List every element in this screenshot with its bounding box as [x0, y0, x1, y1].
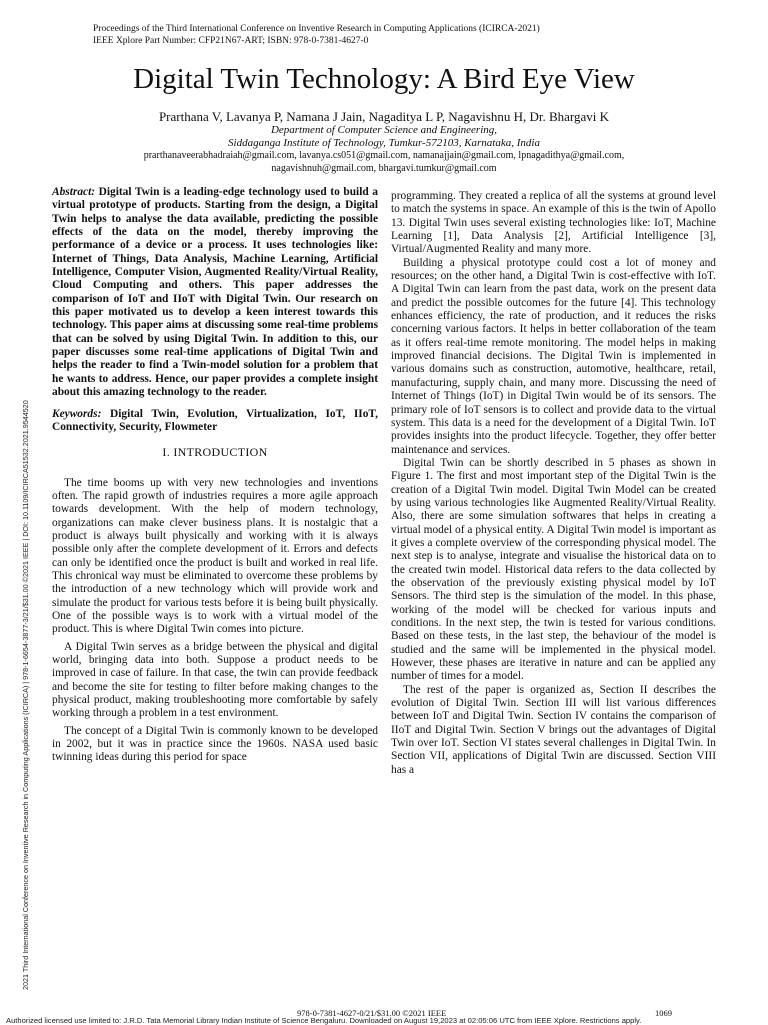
page-number: 1069: [655, 1008, 672, 1018]
body-paragraph: The concept of a Digital Twin is commonly known to be developed in 2002, but it was in practice since the 1960s. NASA used basic twinning ideas during this period for space: [52, 724, 378, 764]
conference-name: Proceedings of the Third International Conference on Inventive Research in Computing Applications (ICIRCA-2021): [93, 24, 540, 34]
body-paragraph: The rest of the paper is organized as, Section II describes the evolution of Digital Twin. Section III will list various differences between IoT and Digital Twin. Section IV contains the comparison of IIoT and Digital Twin. Section V brings out the advantages of Digital Twin over IoT. Section VI states several challenges in Digital Twin. In Section VII, applications of Digital Twin are discussed. Section VIII has a: [391, 683, 716, 776]
doi-sidebar: 2021 Third International Conference on Inventive Research in Computing Applications (ICIRCA) | 978-1-6654-3877-3/21/$31.00 ©2021 IEEE | DOI: 10.1109/ICIRCA51532.2021.9544520: [21, 400, 30, 990]
copyright-code: 978-0-7381-4627-0/21/$31.00 ©2021 IEEE: [297, 1008, 447, 1018]
paper-title: Digital Twin Technology: A Bird Eye View: [133, 63, 635, 95]
body-paragraph: The time booms up with very new technologies and inventions often. The rapid growth of industries requires a more agile approach towards development. With the help of modern technology, organizations can make clever business plans. It is nostalgic that a product is always built physically and working with it is always possible only after the complete development of it. Errors and defects can only be identified once the product is built and worked in real life. This chronical way must be eliminated to overcome these problems by the introduction of a new technology which will provide work and simulate the product for various tests before it is being built physically. One of the possible ways is to work with a virtual model of the product. This is where Digital Twin comes into picture.: [52, 476, 378, 636]
author-list: Prarthana V, Lavanya P, Namana J Jain, Nagaditya L P, Nagavishnu H, Dr. Bhargavi K: [158, 109, 610, 124]
keywords: [52, 408, 378, 435]
institute: Siddaganga Institute of Technology, Tumkur-572103, Karnataka, India: [228, 136, 540, 149]
keywords-text: Digital Twin, Evolution, Virtualization, IoT, IIoT, Connectivity, Security, Flowmeter: [52, 407, 378, 433]
author-emails: [0, 150, 768, 175]
right-column: [391, 190, 716, 777]
emails-line-1: prarthanaveerabhadraiah@gmail.com, lavanya.cs051@gmail.com, namanajjain@gmail.com, lpnagadithya@gmail.com,: [143, 150, 625, 161]
body-paragraph: A Digital Twin serves as a bridge between the physical and digital world, bringing data into both. Suppose a product needs to be improved in case of failure. In that case, the twin can provide feedback and become the site for testing to filter before making changes to the physical product, making troubleshooting more comfortable by safely working through a problem in a test environment.: [52, 640, 378, 720]
license-notice: Authorized licensed use limited to: J.R.D. Tata Memorial Library Indian Institute of Science Bengaluru. Downloaded on August 19,2023 at 02:05:06 UTC from IEEE Xplore. Restrictions apply.: [6, 1016, 642, 1025]
emails-line-2: nagavishnuh@gmail.com, bhargavi.tumkur@gmail.com: [271, 162, 497, 174]
body-paragraph: Building a physical prototype could cost a lot of money and resources; on the other hand, a Digital Twin is cost-effective with IoT. A Digital Twin can learn from the past data, work on the present data and predict the possible outcomes for the future [4]. This technology enhances efficiency, the rate of production, and it reduces the risks concerning various factors. It helps in better collaboration of the team as it offers real-time remote monitoring. The model helps in making improved financial decisions. The Digital Twin is implemented in various domains such as construction, automotive, healthcare, retail, manufacturing, supply chain, and many more. Discussing the need of Internet of Things (IoT) in Digital Twin would be of its sensors. The primary role of IoT sensors is to collect and provide data to the virtual system. This data is a need for the development of a Digital Twin. IoT provides insights into the product lifecycle. Together, they offer better maintenance and services.: [391, 256, 716, 456]
affiliation: [0, 124, 768, 149]
ieee-part-number: IEEE Xplore Part Number: CFP21N67-ART; ISBN: 978-0-7381-4627-0: [93, 35, 369, 46]
section-heading: I. INTRODUCTION: [162, 445, 268, 460]
abstract: [52, 186, 378, 400]
abstract-text: Digital Twin is a leading-edge technology used to build a virtual prototype of products. Starting from the design, a Digital Twin helps to analyse the data available, predicting the possible effects of the data on the model, thereby improving the performance of a device or a process. It uses technologies like: Internet of Things, Data Analysis, Machine Learning, Artificial Intelligence, Computer Vision, Augmented Reality/Virtual Reality, Cloud Computing and others. This paper addresses the comparison of IoT and IIoT with Digital Twin. Our research on this paper motivated us to develop a keen interest towards this technology. This paper aims at discussing some real-time problems that can be solved by using Digital Twin. In addition to this, our paper discusses some real-time applications of Digital Twin and helps the reader to find a Twin-model solution for a problem that he wants to address. Hence, our paper provides a complete insight about this amazing technology to the reader.: [52, 186, 378, 399]
body-paragraph: Digital Twin can be shortly described in 5 phases as shown in Figure 1. The first and most important step of the Digital Twin is the creation of a Digital Twin model. Digital Twin Model can be created by using various technologies like Augmented Reality/Virtual Reality. Also, there are some simulation softwares that helps in creating a virtual model of a physical entity. A Digital Twin model is important as it gives a complete overview of the corresponding physical model. The next step is to analyse, integrate and visualise the historical data on to the created twin model. Historical data refers to the data collected by the observation of the previously existing physical model by IoT Sensors. The third step is the simulation of the model. In this phase, working of the model will be checked for various inputs and conditions. In the next step, the twin is tested for various conditions. Based on these tests, in the last step, the behaviour of the model is studied and the same will be implemented in the physical model. However, these phases are iterative in nature and can be applied any number of times for a model.: [391, 456, 716, 683]
conference-header: [93, 24, 540, 47]
department: Department of Computer Science and Engineering,: [270, 124, 498, 136]
left-column: [52, 186, 378, 765]
body-paragraph: programming. They created a replica of all the systems at ground level to match the systems in space. An example of this is the twin of Apollo 13. Digital Twin uses several existing technologies like: IoT, Machine Learning [1], Data Analysis [2], Artificial Intelligence [3], Virtual/Augmented Reality and many more.: [391, 190, 716, 256]
abstract-label: Abstract:: [52, 186, 96, 198]
keywords-label: Keywords:: [52, 407, 102, 420]
